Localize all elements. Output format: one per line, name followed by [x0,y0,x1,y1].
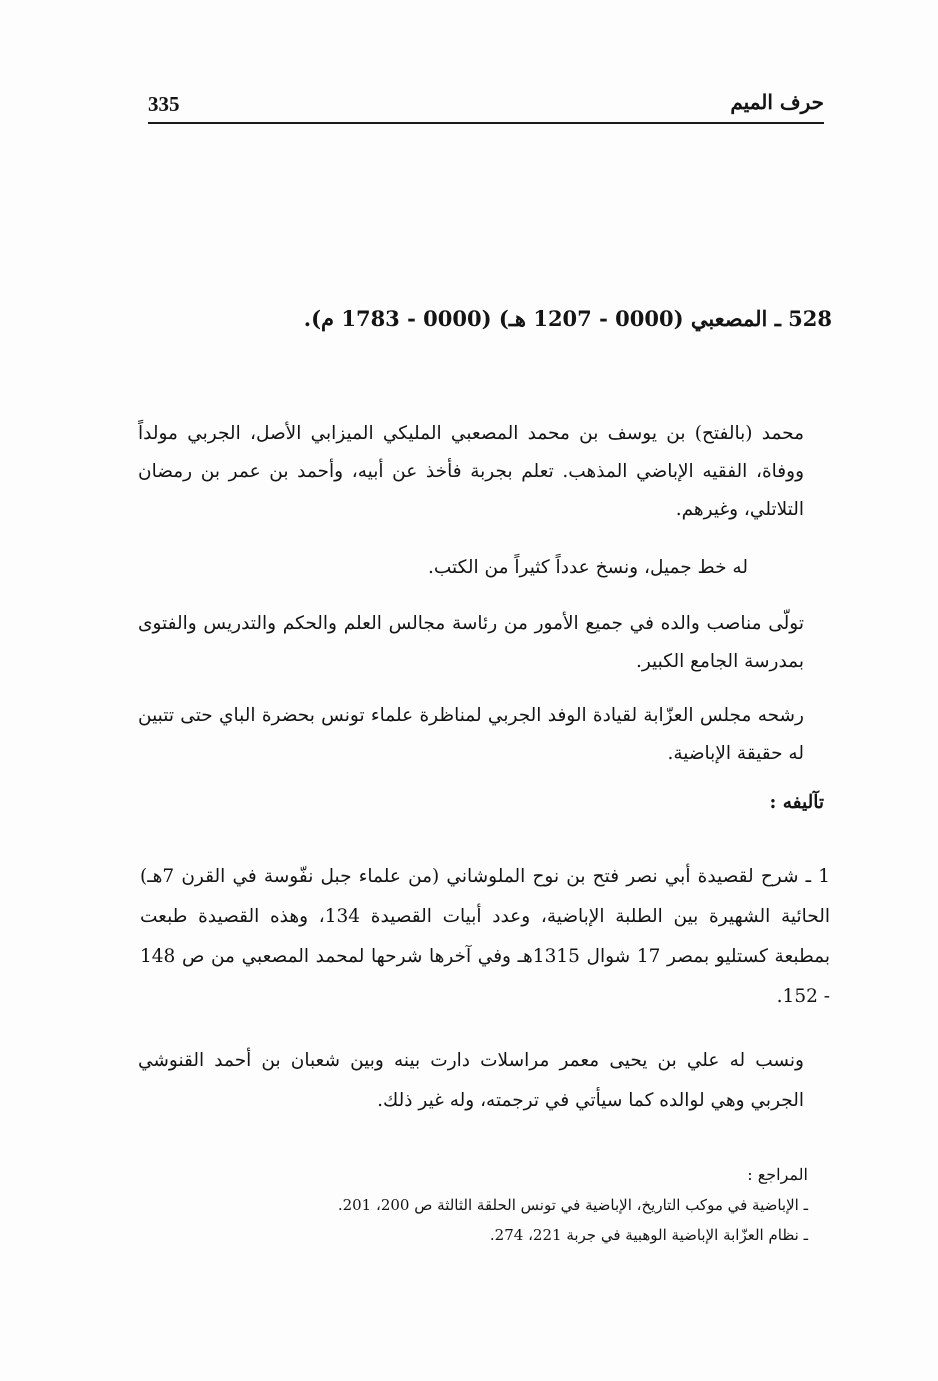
header-rule [148,122,824,124]
attribution-paragraph: ونسب له علي بن يحيى معمر مراسلات دارت بينه وبين شعبان بن أحمد القنوشي الجربي وهي لوالده كما سيأتي في ترجمته، وله غير ذلك. [138,1049,804,1111]
handwriting-paragraph: له خط جميل، ونسخ عدداً كثيراً من الكتب. [427,556,748,578]
entry-title: 528 ـ المصعبي (0000 - 1207 هـ) (0000 - 1783 م). [303,306,832,331]
works-heading: تآليفه : [769,792,824,813]
reference-item: ـ نظام العزّابة الإباضية الوهبية في جربة 221، 274. [489,1226,808,1244]
council-paragraph: رشحه مجلس العزّابة لقيادة الوفد الجربي لمناظرة علماء تونس بحضرة الباي حتى تتبين له حقيقة الإباضية. [138,704,804,764]
section-title: حرف الميم [730,90,824,114]
biography-paragraph: محمد (بالفتح) بن يوسف بن محمد المصعبي المليكي الميزابي الأصل، الجربي مولداً ووفاة، الفقيه الإباضي المذهب. تعلم بجربة فأخذ عن أبيه، وأحمد بن عمر بن رمضان التلاتلي، وغيرهم. [138,422,804,520]
running-header [148,88,824,122]
reference-item: ـ الإباضية في موكب التاريخ، الإباضية في تونس الحلقة الثالثة ص 200، 201. [337,1196,808,1214]
references-heading: المراجع : [747,1165,808,1184]
page-number: 335 [148,92,180,116]
offices-paragraph: تولّى مناصب والده في جميع الأمور من رئاسة مجالس العلم والحكم والتدريس والفتوى بمدرسة الجامع الكبير. [138,612,804,672]
work-item: 1 ـ شرح لقصيدة أبي نصر فتح بن نوح الملوشاني (من علماء جبل نفّوسة في القرن 7هـ) الحائية الشهيرة بين الطلبة الإباضية، وعدد أبيات القصيدة 134، وهذه القصيدة طبعت بمطبعة كستليو بمصر 17 شوال 1315هـ وفي آخرها شرحها لمحمد المصعبي من ص 148 - 152. [140,865,831,1007]
references-section [138,1160,808,1250]
